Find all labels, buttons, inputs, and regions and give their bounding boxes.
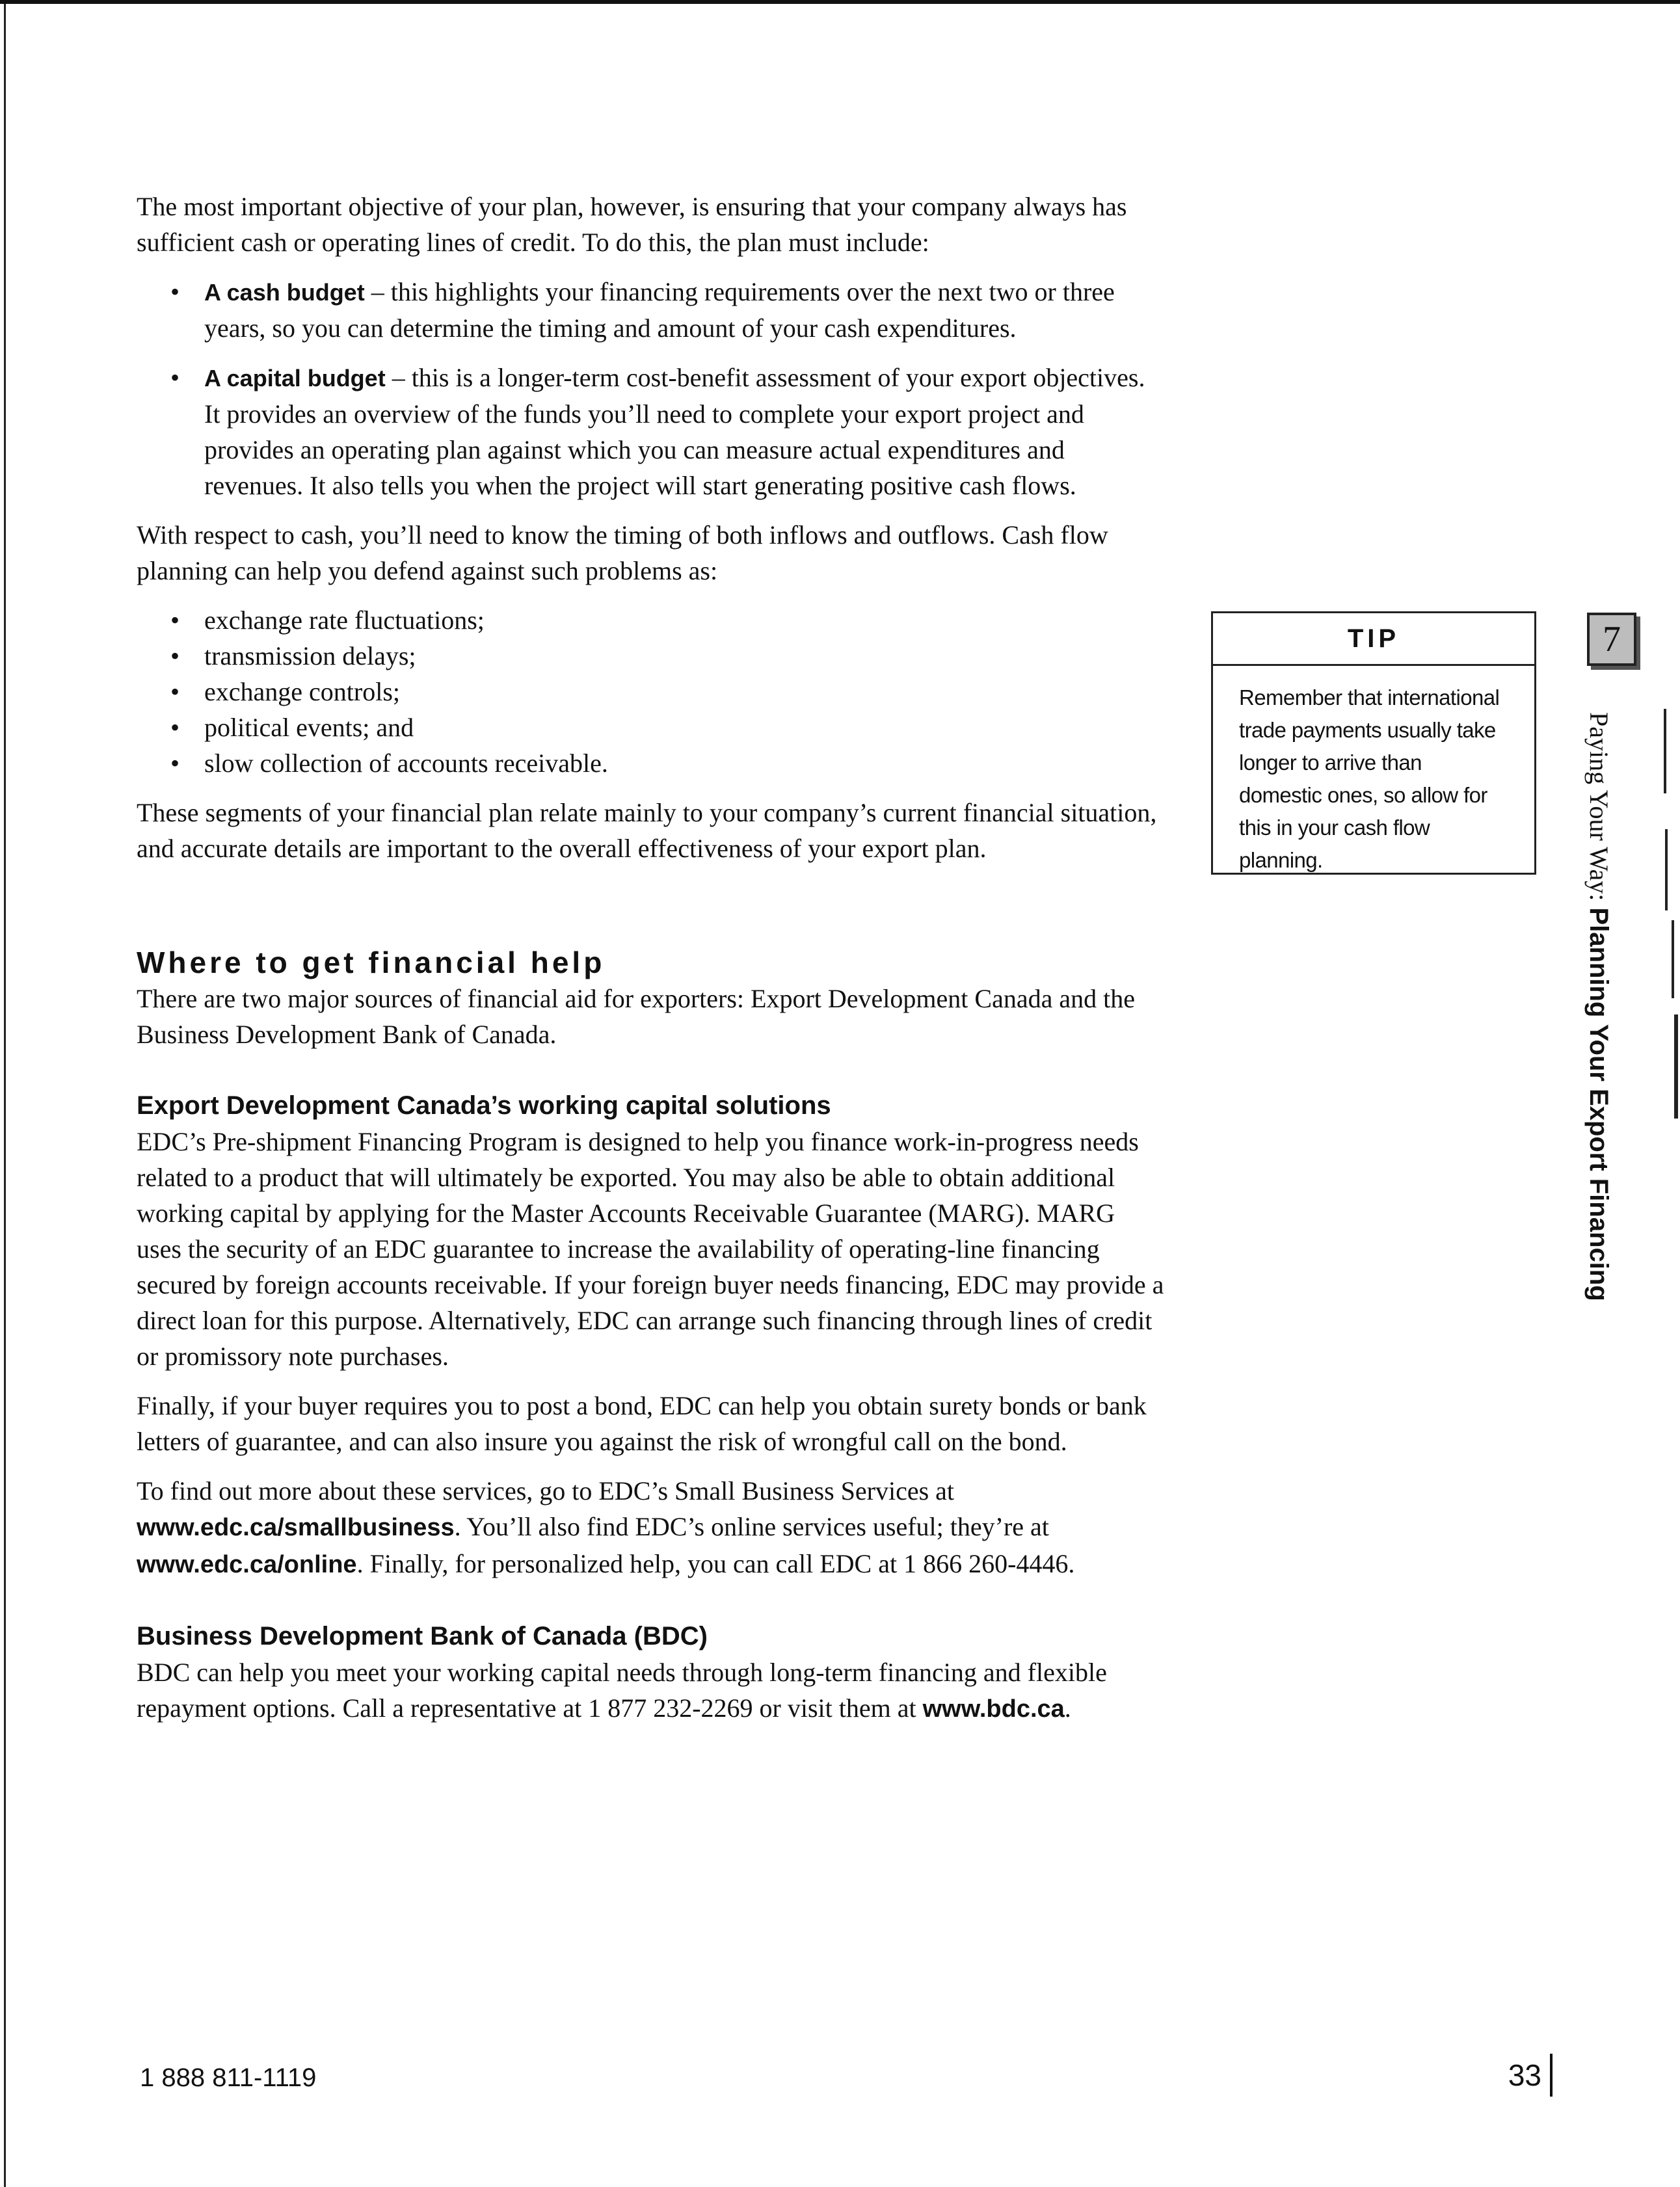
edc-p3-text-1: To find out more about these services, go to EDC’s Small Business Services at (137, 1476, 955, 1505)
edc-p3-text-3: . Finally, for personalized help, you can call EDC at 1 866 260-4446. (356, 1549, 1075, 1578)
bdc-link[interactable]: www.bdc.ca (922, 1695, 1065, 1723)
chapter-number-badge: 7 (1587, 613, 1636, 666)
edc-p3-text-2: . You’ll also find EDC’s online services useful; they’re at (454, 1512, 1049, 1541)
page-number: 33 (1508, 2058, 1541, 2092)
bdc-text: BDC can help you meet your working capital needs through long-term financing and flexible repayment options. Call a representative at 1 877 232-2269 or visit them at (137, 1658, 1107, 1723)
chapter-side-title (1580, 712, 1617, 1301)
tip-title: TIP (1213, 613, 1534, 666)
tip-text: Remember that international trade payments usually take longer to arrive than domestic ones, so allow for this in your cash flow planning. (1239, 685, 1500, 872)
edc-online-link[interactable]: www.edc.ca/online (137, 1551, 357, 1578)
list-item: • exchange controls; (137, 674, 1164, 709)
side-title-main: Planning Your Export Financing (1584, 907, 1613, 1301)
cash-budget-term: A cash budget (204, 279, 365, 306)
financial-help-heading: Where to get financial help (137, 946, 606, 979)
financial-help-intro: There are two major sources of financial aid for exporters: Export Development Canada and the Business Development Bank of Canada. (137, 984, 1135, 1049)
tip-box (1211, 611, 1536, 875)
side-tick-mark (1674, 1014, 1678, 1119)
edc-paragraph-3 (137, 1473, 1164, 1583)
page-number-bar (1550, 2054, 1553, 2097)
side-tick-mark (1665, 829, 1668, 910)
list-item: • slow collection of accounts receivable. (137, 745, 1164, 781)
bdc-paragraph (137, 1654, 1164, 1727)
capital-budget-text: – this is a longer-term cost-benefit assessment of your export objectives. It provides an overview of the funds you’ll need to complete your export project and provides an operating plan against which you can measure actual expenditures and revenues. It also tells you when the project will start generating positive cash flows. (204, 363, 1145, 500)
cash-budget-text: – this highlights your financing requirements over the next two or three years, so you can determine the timing and amount of your cash expenditures. (204, 277, 1115, 343)
bdc-suffix: . (1064, 1693, 1071, 1723)
cash-paragraph: With respect to cash, you’ll need to know the timing of both inflows and outflows. Cash flow planning can help you defend against such problems as: (137, 520, 1108, 585)
edc-paragraph-2: Finally, if your buyer requires you to post a bond, EDC can help you obtain surety bonds or bank letters of guarantee, and can also insure you against the risk of wrongful call on the bond. (137, 1391, 1147, 1456)
top-rule (0, 0, 1680, 4)
intro-paragraph: The most important objective of your plan, however, is ensuring that your company always has sufficient cash or operating lines of credit. To do this, the plan must include: (137, 192, 1127, 257)
list-item-cash-budget (137, 274, 1164, 346)
edc-small-business-link[interactable]: www.edc.ca/smallbusiness (137, 1514, 455, 1541)
budget-list (137, 274, 1164, 503)
list-item-capital-budget (137, 360, 1164, 503)
left-binding-rule (4, 4, 6, 2187)
side-title-prefix: Paying Your Way: (1584, 712, 1614, 908)
edc-heading: Export Development Canada’s working capital solutions (137, 1091, 831, 1120)
capital-budget-term: A capital budget (204, 365, 386, 391)
cash-problems-list (137, 602, 1164, 781)
footer-phone: 1 888 811-1119 (140, 2063, 317, 2092)
cash-closing-paragraph: These segments of your financial plan relate mainly to your company’s current financial situation, and accurate details are important to the overall effectiveness of your export plan. (137, 798, 1157, 863)
edc-paragraph-1: EDC’s Pre-shipment Financing Program is designed to help you finance work-in-progress needs related to a product that will ultimately be exported. You may also be able to obtain additional working capital by applying for the Master Accounts Receivable Guarantee (MARG). MARG uses the security of an EDC guarantee to increase the availability of operating-line financing secured by foreign accounts receivable. If your foreign buyer needs financing, EDC may provide a direct loan for this purpose. Alternatively, EDC can arrange such financing through lines of credit or promissory note purchases. (137, 1127, 1164, 1371)
side-tick-mark (1664, 709, 1666, 793)
list-item: • transmission delays; (137, 638, 1164, 674)
list-item: • political events; and (137, 709, 1164, 745)
main-content (137, 189, 1164, 1741)
list-item: • exchange rate fluctuations; (137, 602, 1164, 638)
side-tick-mark (1672, 920, 1674, 998)
bdc-heading: Business Development Bank of Canada (BDC) (137, 1622, 708, 1650)
